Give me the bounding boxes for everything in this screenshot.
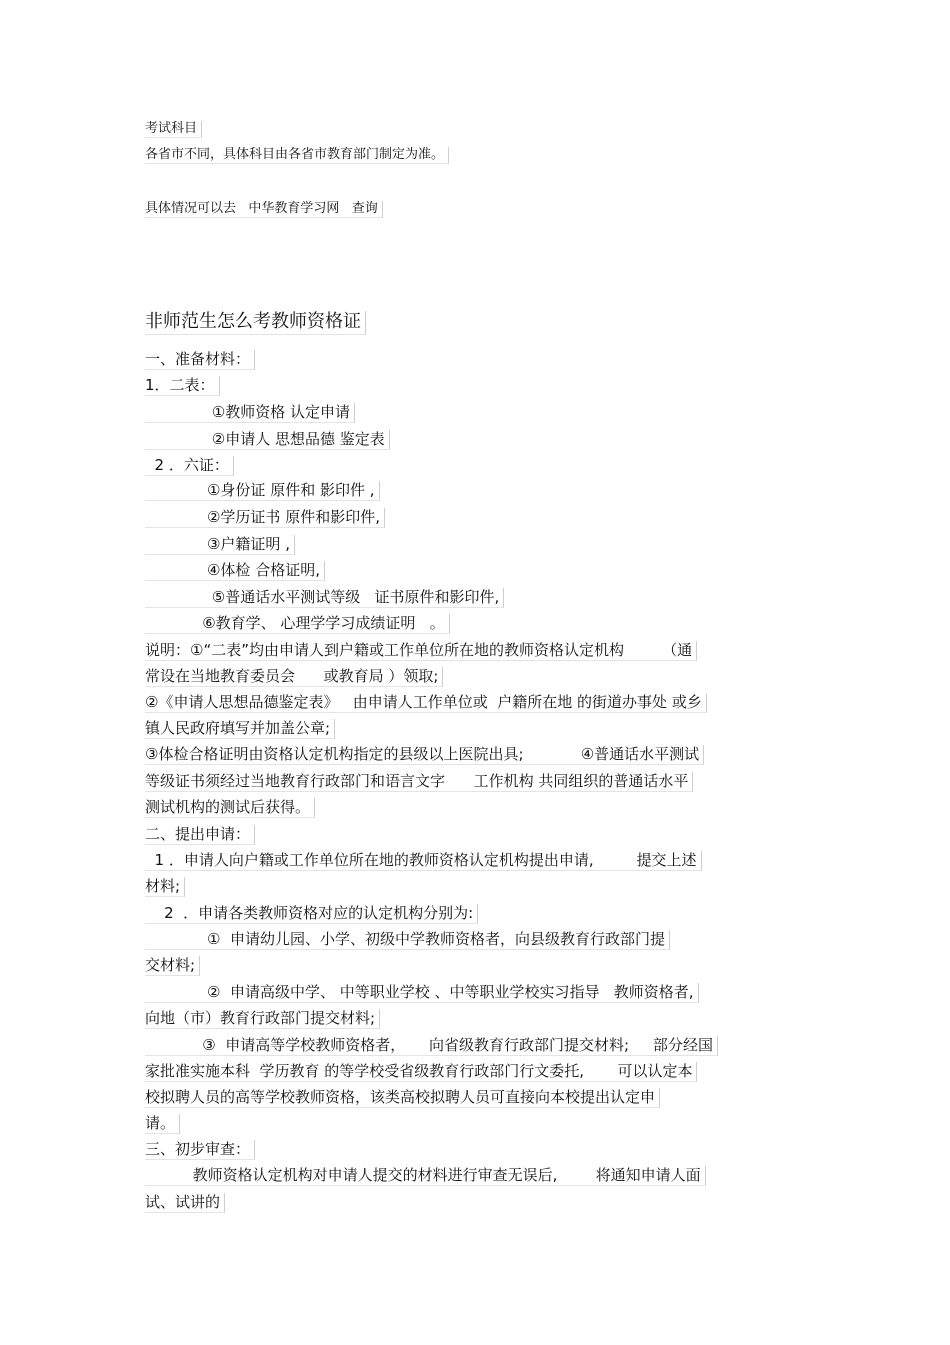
text-line: 1 ．申请人向户籍或工作单位所在地的教师资格认定机构提出申请, 提交上述	[145, 851, 702, 871]
text-line: ①教师资格 认定申请	[145, 403, 355, 423]
text-line: ②《申请人思想品德鉴定表》 由申请人工作单位或 户籍所在地 的街道办事处 或乡	[145, 693, 707, 713]
text-line: 等级证书须经过当地教育行政部门和语言文字 工作机构 共同组织的普通话水平	[145, 772, 693, 792]
text-line: 交材料;	[145, 956, 200, 976]
text-line: 2 ．六证：	[145, 456, 234, 476]
text-line: 说明：①“二表”均由申请人到户籍或工作单位所在地的教师资格认定机构 （通	[145, 641, 697, 661]
text-line: ③ 申请高等学校教师资格者， 向省级教育行政部门提交材料; 部分经国	[145, 1036, 718, 1056]
text-line: ⑥教育学、 心理学学习成绩证明 。	[145, 614, 450, 634]
text-line: ③户籍证明 ,	[145, 535, 295, 555]
heading-submit-application: 二、提出申请：	[145, 825, 255, 845]
text-line: 材料;	[145, 877, 185, 897]
text-line: 镇人民政府填写并加盖公章;	[145, 719, 335, 739]
text-line: ②学历证书 原件和影印件,	[145, 508, 385, 528]
text-line: 测试机构的测试后获得。	[145, 798, 315, 818]
heading-prepare-materials: 一、准备材料：	[145, 350, 255, 370]
text-line: ② 申请高级中学、 中等职业学校 、中等职业学校实习指导 教师资格者,	[145, 983, 699, 1003]
text-line-exam-subjects: 考试科目	[145, 121, 202, 138]
section-title: 非师范生怎么考教师资格证	[145, 311, 366, 335]
text-line: ①身份证 原件和 影印件 ,	[145, 481, 380, 501]
text-line: ②申请人 思想品德 鉴定表	[145, 430, 390, 450]
text-line: 家批准实施本科 学历教育 的等学校受省级教育行政部门行文委托, 可以认定本	[145, 1062, 697, 1082]
text-line: ③体检合格证明由资格认定机构指定的县级以上医院出具; ④普通话水平测试	[145, 745, 704, 765]
text-line: 校拟聘人员的高等学校教师资格，该类高校拟聘人员可直接向本校提出认定申	[145, 1088, 660, 1108]
heading-preliminary-review: 三、初步审查：	[145, 1140, 255, 1160]
text-line: 向地（市）教育行政部门提交材料;	[145, 1009, 380, 1029]
text-line-query-site: 具体情况可以去 中华教育学习网 查询	[145, 201, 383, 218]
text-line: 2 ．申请各类教师资格对应的认定机构分别为:	[145, 904, 478, 924]
text-line: 试、试讲的	[145, 1193, 225, 1213]
text-line: ④体检 合格证明,	[145, 561, 325, 581]
text-line: 教师资格认定机构对申请人提交的材料进行审查无误后, 将通知申请人面	[145, 1166, 706, 1186]
text-line-subjects-note: 各省市不同，具体科目由各省市教育部门制定为准。	[145, 147, 449, 164]
text-line: 常设在当地教育委员会 或教育局 ）领取;	[145, 667, 443, 687]
text-line: ⑤普通话水平测试等级 证书原件和影印件,	[145, 588, 504, 608]
text-line: ① 申请幼儿园、小学、初级中学教师资格者，向县级教育行政部门提	[145, 930, 670, 950]
text-line: 请。	[145, 1114, 180, 1134]
text-line: 1．二表：	[145, 376, 220, 396]
